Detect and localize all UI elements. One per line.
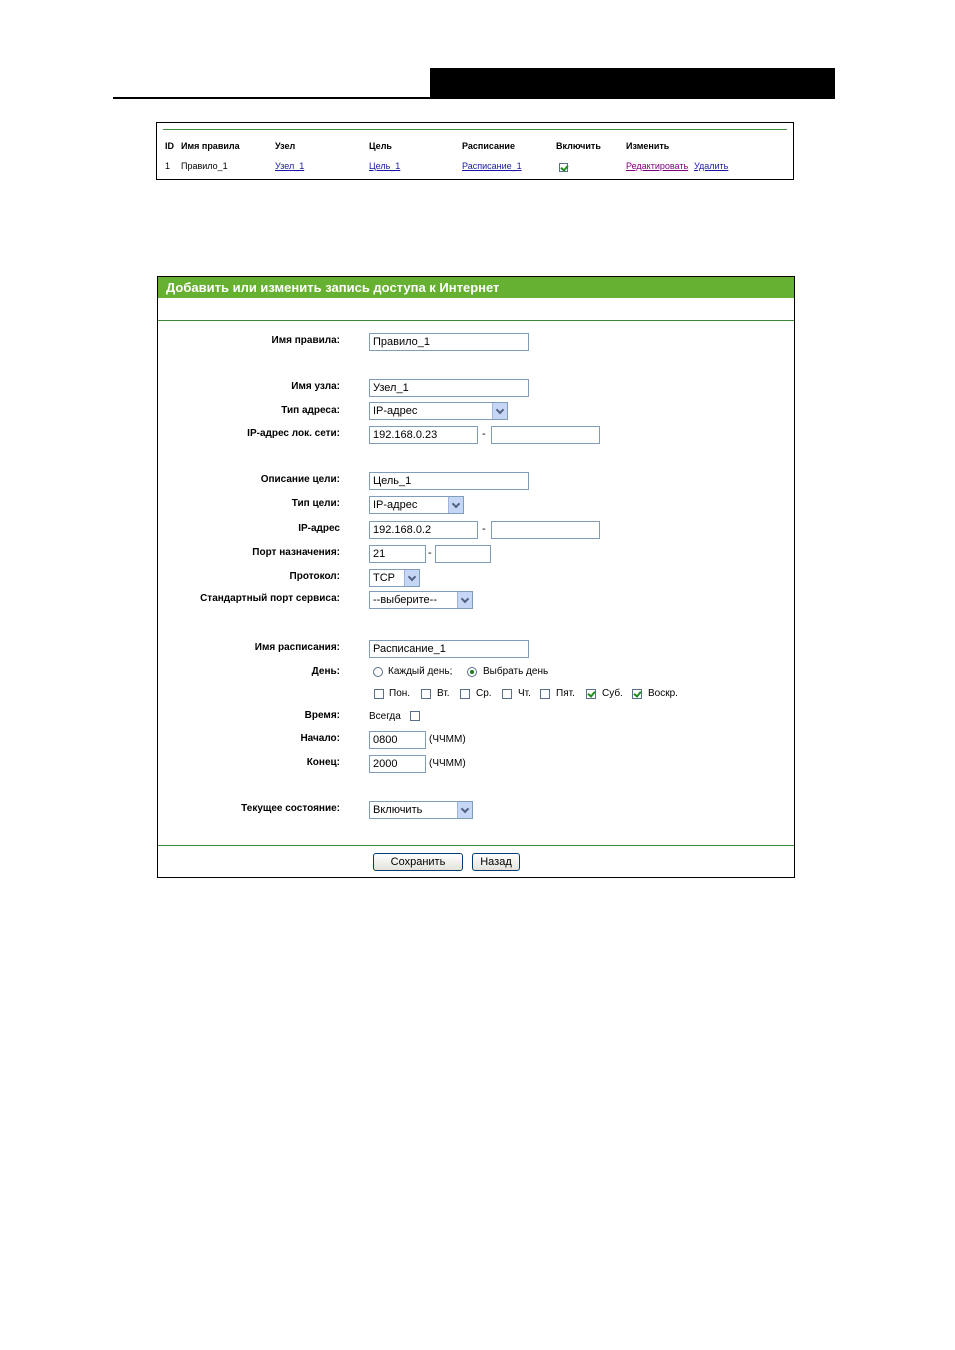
range-dash: - <box>428 547 432 559</box>
status-value: Включить <box>373 804 423 816</box>
day-sun-label: Воскр. <box>648 688 678 699</box>
every-day-label: Каждый день; <box>388 666 453 677</box>
addr-type-value: IP-адрес <box>373 405 418 417</box>
range-dash: - <box>482 428 486 440</box>
schedule-name-label: Имя расписания: <box>254 642 340 653</box>
day-sun-checkbox[interactable] <box>632 689 642 699</box>
save-button[interactable]: Сохранить <box>373 853 463 871</box>
day-label: День: <box>311 666 340 677</box>
rule-name-label: Имя правила: <box>271 335 340 346</box>
chevron-down-icon <box>448 497 463 513</box>
day-wed-label: Ср. <box>476 688 492 699</box>
dest-port-label: Порт назначения: <box>252 547 340 558</box>
col-enable: Включить <box>556 141 601 151</box>
schedule-name-input[interactable]: Расписание_1 <box>369 640 529 658</box>
target-desc-label: Описание цели: <box>260 474 340 485</box>
lan-ip-start-input[interactable]: 192.168.0.23 <box>369 426 478 444</box>
col-schedule: Расписание <box>462 141 515 151</box>
ip-label: IP-адрес <box>298 523 340 534</box>
dest-port-end-input[interactable] <box>435 545 491 563</box>
rules-table <box>156 122 794 180</box>
col-rule-name: Имя правила <box>181 141 240 151</box>
time-label: Время: <box>304 710 340 721</box>
row-edit-link[interactable]: Редактировать <box>626 161 689 171</box>
ip-start-input[interactable]: 192.168.0.2 <box>369 521 478 539</box>
ip-end-input[interactable] <box>491 521 600 539</box>
std-port-label: Стандартный порт сервиса: <box>200 593 340 604</box>
start-label: Начало: <box>300 733 340 744</box>
back-button[interactable]: Назад <box>472 853 520 871</box>
every-day-radio[interactable] <box>373 667 383 677</box>
day-thu-label: Чт. <box>518 688 531 699</box>
day-sat-label: Суб. <box>602 688 623 699</box>
addr-type-label: Тип адреса: <box>281 405 340 416</box>
rule-name-input[interactable]: Правило_1 <box>369 333 529 351</box>
chevron-down-icon <box>457 592 472 608</box>
protocol-value: TCP <box>373 572 395 584</box>
day-sat-checkbox[interactable] <box>586 689 596 699</box>
row-schedule-link[interactable]: Расписание_1 <box>462 161 522 171</box>
row-rule-name: Правило_1 <box>181 161 228 171</box>
target-desc-input[interactable]: Цель_1 <box>369 472 529 490</box>
row-target-link[interactable]: Цель_1 <box>369 161 401 171</box>
range-dash: - <box>482 523 486 535</box>
node-name-label: Имя узла: <box>291 381 340 392</box>
end-time-input[interactable]: 2000 <box>369 755 426 773</box>
std-port-value: --выберите-- <box>373 594 437 606</box>
header-black-bar <box>430 68 835 99</box>
always-checkbox[interactable] <box>410 711 420 721</box>
select-day-label: Выбрать день <box>483 666 549 677</box>
target-type-value: IP-адрес <box>373 499 418 511</box>
footer-separator <box>158 845 794 846</box>
header-rule <box>113 97 835 99</box>
lan-ip-label: IP-адрес лок. сети: <box>247 428 340 439</box>
col-id: ID <box>165 141 174 151</box>
row-node-link[interactable]: Узел_1 <box>275 161 305 171</box>
status-select[interactable] <box>369 801 473 819</box>
row-id: 1 <box>165 161 171 171</box>
addr-type-select[interactable] <box>369 402 508 420</box>
protocol-select[interactable] <box>369 569 420 587</box>
table-top-line <box>163 129 787 130</box>
always-label: Всегда <box>369 711 401 722</box>
day-wed-checkbox[interactable] <box>460 689 470 699</box>
checkbox-checked-icon <box>559 163 568 172</box>
dest-port-start-input[interactable]: 21 <box>369 545 426 563</box>
title-separator <box>158 320 794 321</box>
end-time-format: (ЧЧММ) <box>429 758 466 769</box>
status-label: Текущее состояние: <box>241 803 340 814</box>
protocol-label: Протокол: <box>289 571 340 582</box>
start-time-format: (ЧЧММ) <box>429 734 466 745</box>
day-tue-checkbox[interactable] <box>421 689 431 699</box>
day-fri-label: Пят. <box>556 688 575 699</box>
row-enable-checkbox[interactable] <box>559 162 568 172</box>
select-day-radio[interactable] <box>467 667 477 677</box>
day-fri-checkbox[interactable] <box>540 689 550 699</box>
chevron-down-icon <box>492 403 507 419</box>
chevron-down-icon <box>404 570 419 586</box>
lan-ip-end-input[interactable] <box>491 426 600 444</box>
start-time-input[interactable]: 0800 <box>369 731 426 749</box>
day-mon-checkbox[interactable] <box>374 689 384 699</box>
target-type-select[interactable] <box>369 496 464 514</box>
day-thu-checkbox[interactable] <box>502 689 512 699</box>
day-mon-label: Пон. <box>389 688 411 699</box>
node-name-input[interactable]: Узел_1 <box>369 379 529 397</box>
end-label: Конец: <box>306 757 340 768</box>
row-delete-link[interactable]: Удалить <box>694 161 729 171</box>
form-title: Добавить или изменить запись доступа к Интернет <box>158 277 794 298</box>
col-edit: Изменить <box>626 141 670 151</box>
col-target: Цель <box>369 141 392 151</box>
std-port-select[interactable] <box>369 591 473 609</box>
day-tue-label: Вт. <box>437 688 450 699</box>
chevron-down-icon <box>457 802 472 818</box>
target-type-label: Тип цели: <box>291 498 340 509</box>
access-rule-form <box>157 276 795 878</box>
col-node: Узел <box>275 141 296 151</box>
